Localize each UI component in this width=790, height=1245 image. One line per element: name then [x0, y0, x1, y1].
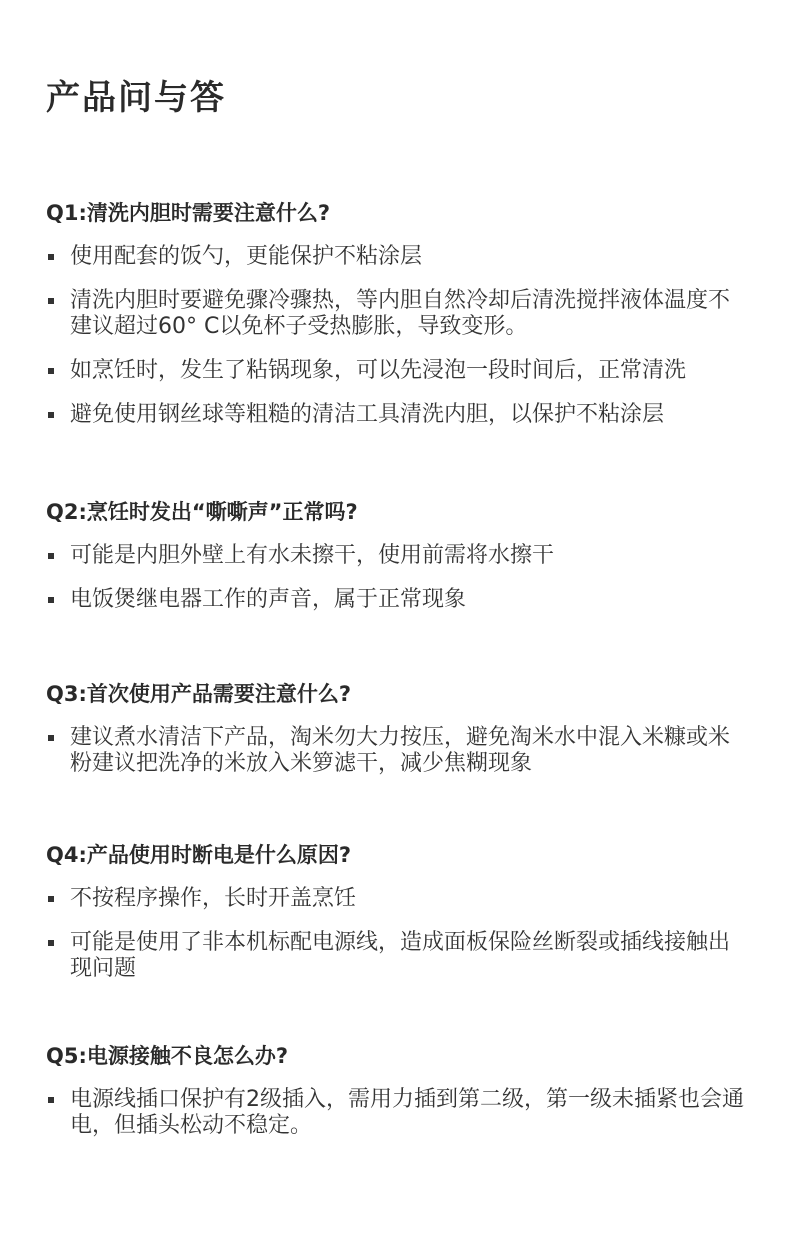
page-title: 产品问与答 — [46, 78, 226, 118]
answer-list — [46, 244, 746, 428]
faq-section-q2 — [46, 497, 746, 631]
square-bullet-icon — [48, 896, 54, 902]
answer-item — [46, 725, 746, 777]
square-bullet-icon — [48, 412, 54, 418]
answer-item — [46, 930, 746, 982]
answer-text: 不按程序操作，长时开盖烹饪 — [70, 886, 357, 911]
faq-section-q5 — [46, 1041, 746, 1157]
square-bullet-icon — [48, 298, 54, 304]
answer-text: 可能是内胆外壁上有水未擦干，使用前需将水擦干 — [70, 543, 555, 568]
question-heading: Q5:电源接触不良怎么办? — [46, 1044, 289, 1068]
answer-text: 清洗内胆时要避免骤冷骤热，等内胆自然冷却后清洗搅拌液体温度不建议超过60° C以免杯子受热膨胀，导致变形。 — [70, 288, 731, 339]
answer-item — [46, 543, 746, 569]
answer-list — [46, 543, 746, 613]
square-bullet-icon — [48, 597, 54, 603]
answer-text: 电饭煲继电器工作的声音，属于正常现象 — [70, 587, 467, 612]
square-bullet-icon — [48, 735, 54, 741]
answer-text: 建议煮水清洁下产品，淘米勿大力按压，避免淘米水中混入米糠或米粉建议把洗净的米放入米箩滤干，减少焦糊现象 — [70, 725, 731, 776]
question-heading: Q4:产品使用时断电是什么原因? — [46, 843, 352, 867]
square-bullet-icon — [48, 553, 54, 559]
answer-text: 使用配套的饭勺，更能保护不粘涂层 — [70, 244, 423, 269]
answer-text: 可能是使用了非本机标配电源线，造成面板保险丝断裂或插线接触出现问题 — [70, 930, 731, 981]
answer-item — [46, 244, 746, 270]
square-bullet-icon — [48, 368, 54, 374]
answer-item — [46, 402, 746, 428]
answer-item — [46, 886, 746, 912]
square-bullet-icon — [48, 254, 54, 260]
question-heading: Q2:烹饪时发出“嘶嘶声”正常吗? — [46, 500, 358, 524]
faq-section-q4 — [46, 840, 746, 1000]
answer-list — [46, 886, 746, 982]
answer-item — [46, 587, 746, 613]
square-bullet-icon — [48, 1097, 54, 1103]
answer-list — [46, 1087, 746, 1139]
answer-item — [46, 358, 746, 384]
answer-text: 如烹饪时，发生了粘锅现象，可以先浸泡一段时间后，正常清洗 — [70, 358, 687, 383]
faq-section-q3 — [46, 679, 746, 795]
question-heading: Q3:首次使用产品需要注意什么? — [46, 682, 352, 706]
answer-item — [46, 288, 746, 340]
answer-item — [46, 1087, 746, 1139]
answer-text: 避免使用钢丝球等粗糙的清洁工具清洗内胆，以保护不粘涂层 — [70, 402, 665, 427]
question-heading: Q1:清洗内胆时需要注意什么? — [46, 201, 331, 225]
answer-text: 电源线插口保护有2级插入，需用力插到第二级，第一级未插紧也会通电，但插头松动不稳定。 — [70, 1087, 744, 1138]
square-bullet-icon — [48, 940, 54, 946]
faq-section-q1 — [46, 198, 746, 446]
answer-list — [46, 725, 746, 777]
